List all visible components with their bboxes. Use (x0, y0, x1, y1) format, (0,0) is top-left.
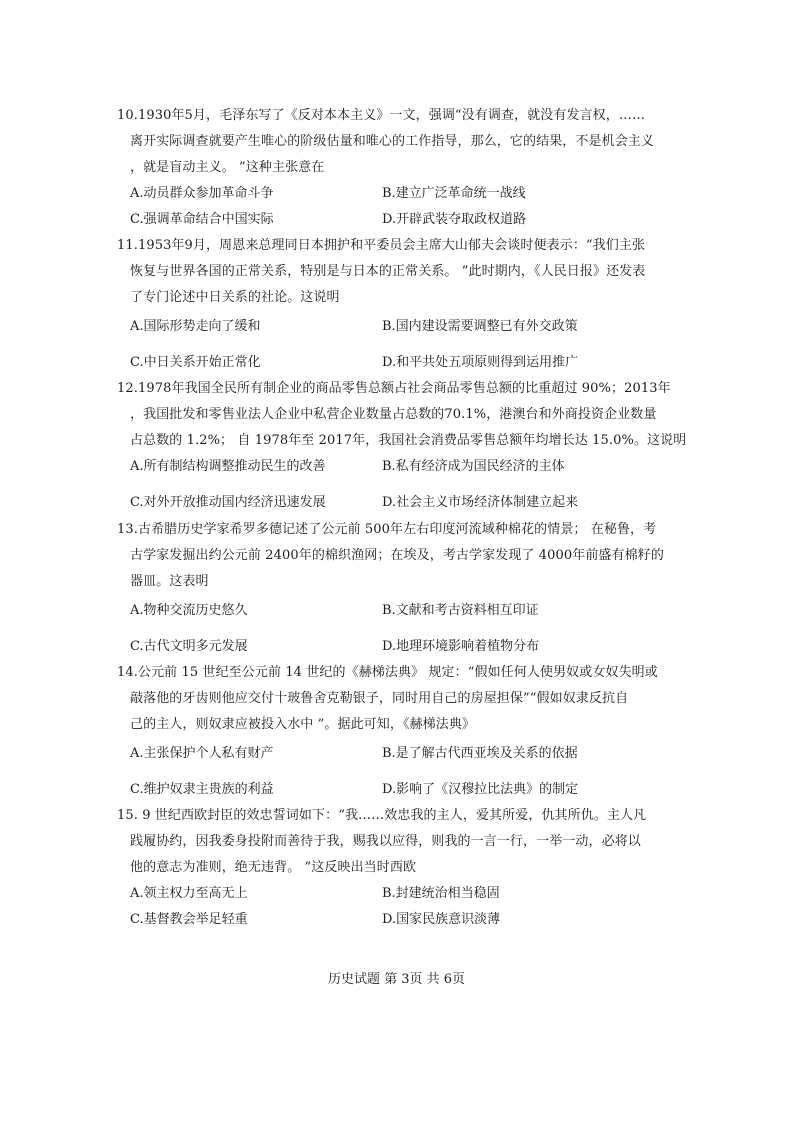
option-b: B.建立广泛革命统一战线 (382, 186, 526, 201)
option-row (117, 490, 677, 516)
question-stem-line: 11.1953年9月，周恩来总理同日本拥护和平委员会主席大山郁夫会谈时便表示：“我们主张 (117, 238, 646, 253)
question-stem-line: 12.1978年我国全民所有制企业的商品零售总额占社会商品零售总额的比重超过 90%；2013年 (117, 381, 671, 396)
option-row (117, 634, 677, 660)
question-stem-line: ，就是盲动主义。 ”这种主张意在 (130, 160, 325, 175)
option-a: A.所有制结构调整推动民生的改善 (130, 459, 326, 474)
question-stem-line: 占总数的 1.2%； 自 1978年至 2017年，我国社会消费品零售总额年均增长达 15.0%。这说明 (130, 433, 687, 448)
option-b: B.是了解古代西亚埃及关系的依据 (382, 746, 578, 761)
option-row (117, 207, 677, 233)
option-c: C.古代文明多元发展 (130, 639, 248, 654)
option-a: A.物种交流历史悠久 (130, 603, 248, 618)
question-stem-line: 15. 9 世纪西欧封臣的效忠誓词如下：“我……效忠我的主人，爱其所爱，仇其所仇。主人凡 (117, 808, 647, 823)
question-stem-line: 10.1930年5月，毛泽东写了《反对本本主义》一文，强调“没有调查，就没有发言权，…… (117, 108, 646, 123)
option-b: B.文献和考古资料相互印证 (382, 603, 539, 618)
option-d: D.开辟武装夺取政权道路 (382, 212, 527, 227)
option-row (117, 454, 677, 480)
question-stem-line: 敲落他的牙齿则他应交付十玻鲁舍克勒银子，同时用自己的房屋担保”“假如奴隶反抗自 (130, 691, 629, 706)
option-row (117, 350, 677, 376)
question-stem-line: 他的意志为准则，绝无违背。 ”这反映出当时西欧 (130, 860, 417, 875)
option-b: B.封建统治相当稳固 (382, 886, 500, 901)
question-12 (117, 376, 687, 516)
option-row (117, 314, 677, 340)
question-14 (117, 660, 677, 803)
option-b: B.私有经济成为国民经济的主体 (382, 459, 565, 474)
question-stem-line: 恢复与世界各国的正常关系，特别是与日本的正常关系。 ”此时期内，《人民日报》还发表 (130, 264, 646, 279)
option-row (117, 777, 677, 803)
option-c: C.维护奴隶主贵族的利益 (130, 782, 274, 797)
page-footer: 历史试题 第 3页 共 6页 (327, 972, 466, 987)
question-stem-line: 践履协约，因我委身投附而善待于我，赐我以应得，则我的一言一行，一举一动，必将以 (130, 834, 641, 849)
question-stem-line: 13.古希腊历史学家希罗多德记述了公元前 500年左右印度河流域种棉花的情景； 在秘鲁，考 (117, 522, 657, 537)
option-d: D.影响了《汉穆拉比法典》的制定 (382, 782, 579, 797)
option-c: C.对外开放推动国内经济迅速发展 (130, 495, 326, 510)
option-c: C.中日关系开始正常化 (130, 355, 261, 370)
question-11 (117, 233, 677, 376)
option-d: D.社会主义市场经济体制建立起来 (382, 495, 579, 510)
question-stem-line: 器皿。这表明 (130, 574, 209, 589)
option-row (117, 181, 677, 207)
question-stem-line: 14.公元前 15 世纪至公元前 14 世纪的《赫梯法典》 规定：“假如任何人使男奴或女奴失明或 (117, 665, 658, 680)
question-13 (117, 517, 677, 660)
question-stem-line: 离开实际调查就要产生唯心的阶级估量和唯心的工作指导，那么，它的结果，不是机会主义 (130, 134, 655, 149)
option-d: D.和平共处五项原则得到运用推广 (382, 355, 579, 370)
question-stem-line: 古学家发掘出约公元前 2400年的棉织渔网；在埃及，考古学家发现了 4000年前盛有棉籽的 (130, 548, 664, 563)
option-d: D.国家民族意识淡薄 (382, 912, 501, 927)
option-b: B.国内建设需要调整已有外交政策 (382, 319, 578, 334)
question-15 (117, 803, 677, 933)
option-a: A.主张保护个人私有财产 (130, 746, 274, 761)
question-stem-line: ，我国批发和零售业法人企业中私营企业数量占总数的70.1%，港澳台和外商投资企业数量 (130, 407, 657, 422)
question-stem-line: 己的主人，则奴隶应被投入水中 ”。据此可知，《赫梯法典》 (130, 717, 476, 732)
option-row (117, 741, 677, 767)
option-a: A.动员群众参加革命斗争 (130, 186, 274, 201)
question-stem-line: 了专门论述中日关系的社论。这说明 (130, 290, 340, 305)
question-10 (117, 103, 677, 233)
option-a: A.领主权力至高无上 (130, 886, 248, 901)
option-d: D.地理环境影响着植物分布 (382, 639, 540, 654)
option-row (117, 598, 677, 624)
option-row (117, 881, 677, 907)
option-a: A.国际形势走向了缓和 (130, 319, 261, 334)
option-c: C.强调革命结合中国实际 (130, 212, 274, 227)
option-c: C.基督教会举足轻重 (130, 912, 248, 927)
option-row (117, 907, 677, 933)
